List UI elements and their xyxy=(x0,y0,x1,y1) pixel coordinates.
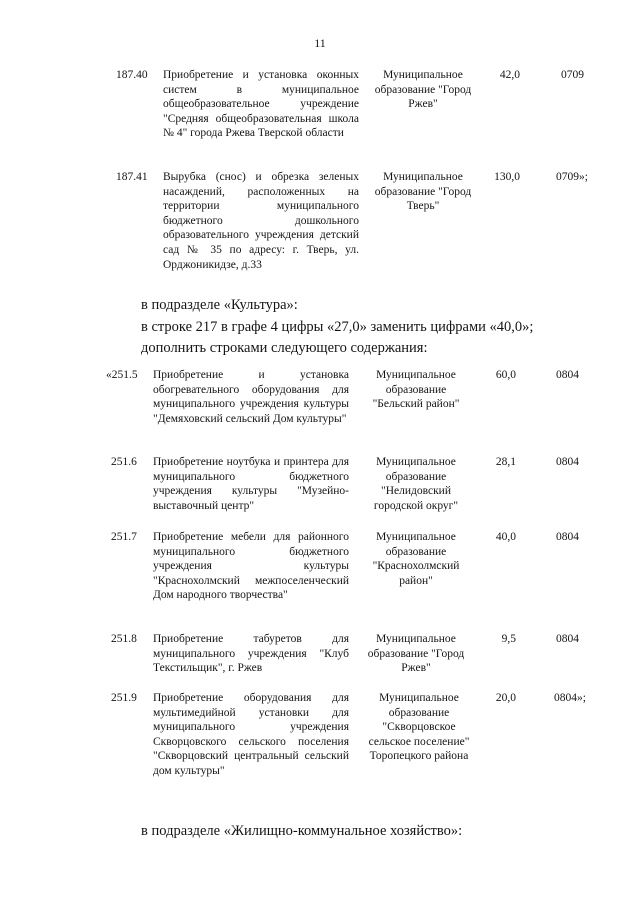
culture-heading: в подразделе «Культура»: xyxy=(141,297,298,313)
row-organization: Муниципальное образование "Город Ржев" xyxy=(374,69,472,111)
row-description: Приобретение и установка оконных систем в муниципальное общеобразовательное учреждение "Средняя общеобразовательная школа № 4" города Ржева Тверской области xyxy=(163,69,359,140)
row-organization: Муниципальное образование "Город Тверь" xyxy=(374,171,472,213)
row-description: Приобретение мебели для районного муниципального бюджетного учреждения культуры "Краснохолмский межпоселенческий Дом народного творчества" xyxy=(153,531,349,602)
row-organization: Муниципальное образование "Скворцовское сельское поселение" Торопецкого района xyxy=(368,692,470,763)
row-description: Приобретение и установка обогревательного оборудования для муниципального учреждения культуры "Демяховский сельский Дом культуры" xyxy=(153,369,349,425)
row-amount: 130,0 xyxy=(494,171,520,183)
row-number: 251.7 xyxy=(111,531,137,543)
row-code: 0804 xyxy=(556,456,579,468)
page-number: 11 xyxy=(314,36,326,50)
row-description: Приобретение ноутбука и принтера для муниципального бюджетного учреждения культуры "Музейно-выставочный центр" xyxy=(153,456,349,512)
row-number: 251.8 xyxy=(111,633,137,645)
row-number: 187.40 xyxy=(116,69,148,81)
row-amount: 60,0 xyxy=(495,369,516,381)
row-code: 0804 xyxy=(556,369,579,381)
row-number: 251.9 xyxy=(111,692,137,704)
row-amount: 20,0 xyxy=(495,692,516,704)
row-code: 0804 xyxy=(556,531,579,543)
row-code: 0804 xyxy=(556,633,579,645)
row-number: 187.41 xyxy=(116,171,148,183)
row-number: «251.5 xyxy=(106,369,138,381)
row-code: 0709 xyxy=(561,69,584,81)
row-description: Вырубка (снос) и обрезка зеленых насаждений, расположенных на территории муниципального бюджетного дошкольного образовательного учреждения детский сад № 35 по адресу: г. Тверь, ул. Орджоникидзе, д.33 xyxy=(163,171,359,271)
add-rows-instruction: дополнить строками следующего содержания: xyxy=(141,340,428,356)
row-217-instruction: в строке 217 в графе 4 цифры «27,0» заменить цифрами «40,0»; xyxy=(141,319,534,335)
row-amount: 42,0 xyxy=(499,69,520,81)
row-description: Приобретение табуретов для муниципального учреждения "Клуб Текстильщик", г. Ржев xyxy=(153,633,349,675)
row-code: 0709»; xyxy=(556,171,588,183)
row-amount: 9,5 xyxy=(501,633,516,645)
row-description: Приобретение оборудования для мультимедийной установки для муниципального учреждения Скворцовского сельского поселения "Скворцовский центральный сельский дом культуры" xyxy=(153,692,349,777)
row-amount: 28,1 xyxy=(495,456,516,468)
row-organization: Муниципальное образование "Краснохолмский район" xyxy=(372,531,460,587)
row-organization: Муниципальное образование "Город Ржев" xyxy=(367,633,465,675)
row-number: 251.6 xyxy=(111,456,137,468)
row-amount: 40,0 xyxy=(495,531,516,543)
housing-heading: в подразделе «Жилищно-коммунальное хозяйство»: xyxy=(141,823,463,839)
row-code: 0804»; xyxy=(554,692,586,704)
row-organization: Муниципальное образование "Нелидовский городской округ" xyxy=(373,456,459,512)
row-organization: Муниципальное образование "Бельский район" xyxy=(372,369,460,411)
